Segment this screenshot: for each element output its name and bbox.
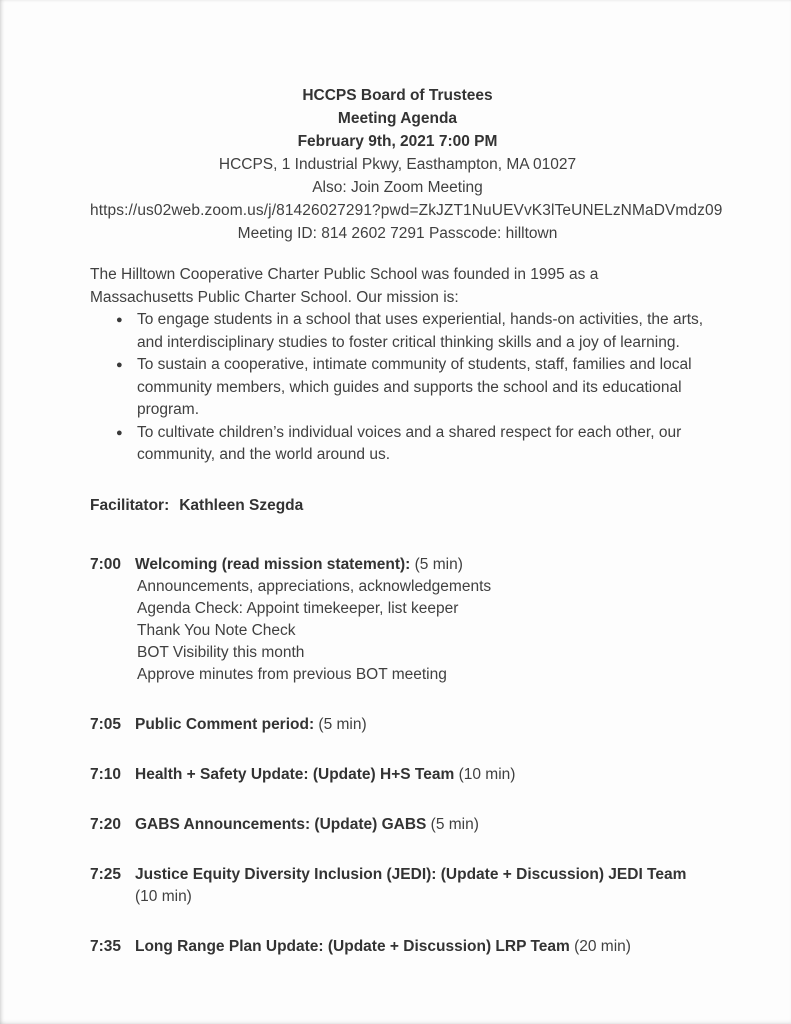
agenda-title-bold: Welcoming (read mission statement): <box>135 555 411 573</box>
agenda-title-duration: (5 min) <box>410 555 463 573</box>
agenda-time: 7:05 <box>90 715 122 733</box>
agenda-title-bold: Public Comment period: <box>135 715 315 733</box>
agenda-time: 7:20 <box>90 815 122 833</box>
mission-bullet-text: To sustain a cooperative, intimate community of students, staff, families and local community members, which guides and supports the school and its educational program. <box>137 356 692 418</box>
agenda-item-long-range-plan <box>90 936 705 958</box>
agenda-title-bold: Justice Equity Diversity Inclusion (JEDI): (Update + Discussion) JEDI Team <box>135 865 687 883</box>
agenda-item-health-safety <box>90 764 705 786</box>
agenda-time: 7:35 <box>90 937 122 955</box>
agenda-item-public-comment <box>90 714 705 736</box>
agenda-item-body <box>135 714 705 736</box>
zoom-meeting-label: Also: Join Zoom Meeting <box>312 179 483 196</box>
agenda-item-title <box>135 864 705 908</box>
agenda-subitem-list <box>135 576 705 686</box>
agenda-item-body <box>135 814 705 836</box>
agenda-item-jedi <box>90 864 705 908</box>
agenda-time: 7:00 <box>90 555 122 573</box>
agenda-title-duration: (10 min) <box>454 765 516 783</box>
mission-bullet-item <box>90 309 705 354</box>
mission-bullet-text: To cultivate children’s individual voices and a shared respect for each other, our community, and the world around us. <box>137 423 682 463</box>
bullet-icon: ● <box>116 426 123 439</box>
mission-intro: The Hilltown Cooperative Charter Public School was founded in 1995 as a Massachusetts Public Charter School. Our mission is: <box>90 266 599 306</box>
agenda-title-duration: (5 min) <box>314 715 367 733</box>
agenda-title-duration: (20 min) <box>569 937 631 955</box>
mission-bullet-item <box>90 422 705 467</box>
agenda-item-title <box>135 814 705 836</box>
agenda-subitem: BOT Visibility this month <box>137 643 305 661</box>
agenda-title-duration: (5 min) <box>426 815 479 833</box>
agenda-item-welcoming <box>90 554 705 686</box>
agenda-subitem: Approve minutes from previous BOT meeting <box>137 665 447 683</box>
agenda-time: 7:10 <box>90 765 122 783</box>
agenda-subitem: Thank You Note Check <box>137 621 296 639</box>
agenda-item-body <box>135 554 705 686</box>
document-subtitle: Meeting Agenda <box>337 110 458 127</box>
document-header <box>90 84 723 245</box>
agenda-item-body <box>135 936 705 958</box>
mission-bullet-text: To engage students in a school that uses experiential, hands-on activities, the arts, and interdisciplinary studies to foster critical thinking skills and a joy of learning. <box>137 311 704 351</box>
agenda-list <box>90 554 705 958</box>
agenda-item-title <box>135 554 705 576</box>
meeting-id-passcode: Meeting ID: 814 2602 7291 Passcode: hilltown <box>237 225 558 242</box>
agenda-item-body <box>135 764 705 786</box>
bullet-icon: ● <box>116 359 123 371</box>
agenda-time: 7:25 <box>90 865 122 883</box>
meeting-datetime: February 9th, 2021 7:00 PM <box>297 133 498 150</box>
mission-bullet-item <box>90 354 705 422</box>
agenda-item-title <box>135 764 705 786</box>
zoom-meeting-url: https://us02web.zoom.us/j/81426027291?pwd=ZkJZT1NuUEVvK3lTeUNELzNMaDVmdz09 <box>90 202 723 219</box>
agenda-item-body <box>135 864 705 908</box>
agenda-item-gabs <box>90 814 705 836</box>
agenda-subitem: Agenda Check: Appoint timekeeper, list keeper <box>137 599 459 617</box>
agenda-title-bold: Long Range Plan Update: (Update + Discussion) LRP Team <box>135 937 570 955</box>
facilitator-name: Kathleen Szegda <box>179 496 304 514</box>
agenda-subitem: Announcements, appreciations, acknowledgements <box>137 577 492 595</box>
document-title: HCCPS Board of Trustees <box>302 87 493 104</box>
facilitator-label: Facilitator: <box>90 496 170 514</box>
facilitator-line <box>90 495 705 517</box>
agenda-title-bold: Health + Safety Update: (Update) H+S Team <box>135 765 455 783</box>
agenda-item-title <box>135 936 705 958</box>
meeting-location: HCCPS, 1 Industrial Pkwy, Easthampton, MA 01027 <box>218 156 577 173</box>
agenda-title-duration: (10 min) <box>135 887 192 905</box>
mission-bullet-list <box>90 309 705 467</box>
agenda-item-title <box>135 714 705 736</box>
bullet-icon: ● <box>116 314 123 326</box>
agenda-title-bold: GABS Announcements: (Update) GABS <box>135 815 427 833</box>
mission-section <box>90 264 705 467</box>
